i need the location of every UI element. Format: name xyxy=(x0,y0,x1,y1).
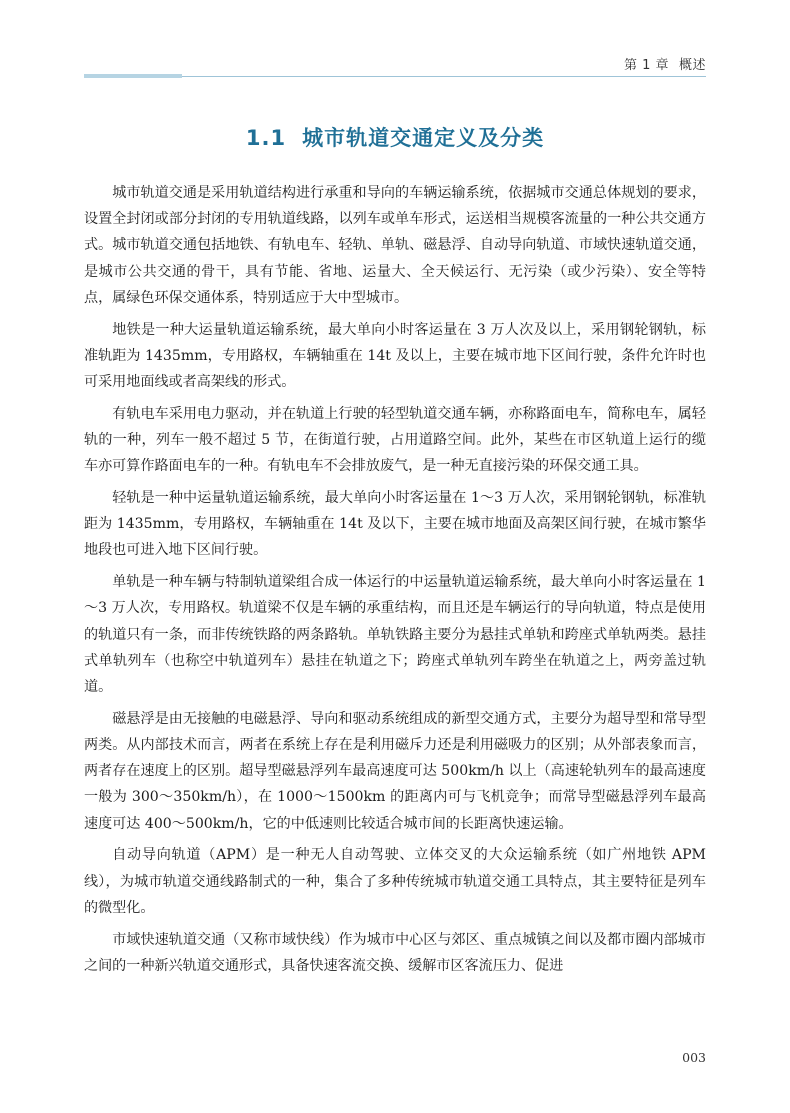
header-chapter-label xyxy=(624,54,706,73)
paragraph-tram: 有轨电车采用电力驱动，并在轨道上行驶的轻型轨道交通车辆，亦称路面电车，简称电车，属轻轨的一种，列车一般不超过 5 节，在街道行驶，占用道路空间。此外，某些在市区轨道上运行的缆车亦可算作路面电车的一种。有轨电车不会排放废气，是一种无直接污染的环保交通工具。 xyxy=(84,405,706,475)
paragraph-suburban-rail: 市域快速轨道交通（又称市域快线）作为城市中心区与郊区、重点城镇之间以及都市圈内部城市之间的一种新兴轨道交通形式，具备快速客流交换、缓解市区客流压力、促进 xyxy=(84,931,706,974)
section-heading xyxy=(0,122,790,152)
paragraph-apm: 自动导向轨道（APM）是一种无人自动驾驶、立体交叉的大众运输系统（如广州地铁 APM 线），为城市轨道交通线路制式的一种，集合了多种传统城市轨道交通工具特点，其主要特征是列车的微型化。 xyxy=(84,847,706,916)
chapter-number: 第 1 章 xyxy=(623,58,669,73)
running-header xyxy=(84,52,706,78)
paragraph-metro: 地铁是一种大运量轨道运输系统，最大单向小时客运量在 3 万人次及以上，采用钢轮钢轨，标准轨距为 1435mm，专用路权，车辆轴重在 14t 及以上，主要在城市地下区间行驶，条件允许时也可采用地面线或者高架线的形式。 xyxy=(84,321,706,391)
paragraph-maglev: 磁悬浮是由无接触的电磁悬浮、导向和驱动系统组成的新型交通方式，主要分为超导型和常导型两类。从内部技术而言，两者在系统上存在是利用磁斥力还是利用磁吸力的区别；从外部表象而言，两者存在速度上的区别。超导型磁悬浮列车最高速度可达 500km/h 以上（高速轮轨列车的最高速度一般为 300～350km/h），在 1000～1500km 的距离内可与飞机竞争；而常导型磁悬浮列车最高速度可达 400～500km/h，它的中低速则比较适合城市间的长距离快速运输。 xyxy=(84,710,706,832)
section-number: 1.1 xyxy=(245,126,287,150)
header-accent-bar xyxy=(84,74,182,78)
paragraph-light-rail: 轻轨是一种中运量轨道运输系统，最大单向小时客运量在 1～3 万人次，采用钢轮钢轨，标准轨距为 1435mm，专用路权，车辆轴重在 14t 及以下，主要在城市地面及高架区间行驶，在城市繁华地段也可进入地下区间行驶。 xyxy=(84,490,706,559)
paragraph-monorail: 单轨是一种车辆与特制轨道梁组合成一体运行的中运量轨道运输系统，最大单向小时客运量在 1～3 万人次，专用路权。轨道梁不仅是车辆的承重结构，而且还是车辆运行的导向轨道，特点是使用的轨道只有一条，而非传统铁路的两条路轨。单轨铁路主要分为悬挂式单轨和跨座式单轨两类。悬挂式单轨列车（也称空中轨道列车）悬挂在轨道之下；跨座式单轨列车跨坐在轨道之上，两旁盖过轨道。 xyxy=(84,574,706,696)
chapter-title: 概述 xyxy=(678,58,706,73)
section-title: 城市轨道交通定义及分类 xyxy=(302,126,545,150)
paragraph-definition: 城市轨道交通是采用轨道结构进行承重和导向的车辆运输系统，依据城市交通总体规划的要求，设置全封闭或部分封闭的专用轨道线路，以列车或单车形式，运送相当规模客流量的一种公共交通方式。城市轨道交通包括地铁、有轨电车、轻轨、单轨、磁悬浮、自动导向轨道、市域快速轨道交通，是城市公共交通的骨干，具有节能、省地、运量大、全天候运行、无污染（或少污染）、安全等特点，属绿色环保交通体系，特别适应于大中型城市。 xyxy=(84,185,706,306)
page-number: 003 xyxy=(682,1050,706,1065)
body-text xyxy=(84,180,706,985)
